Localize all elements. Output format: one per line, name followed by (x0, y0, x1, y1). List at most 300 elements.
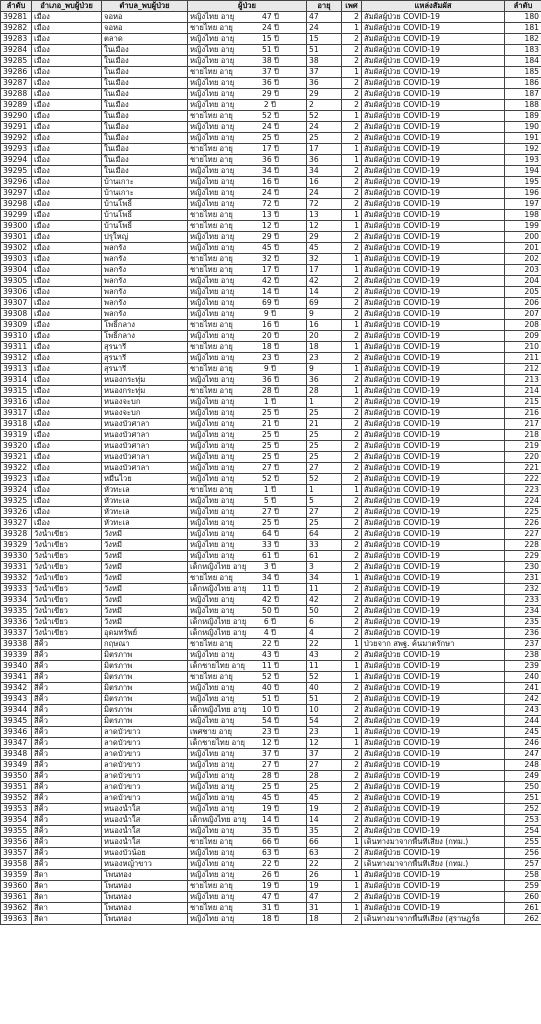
cell-contact[interactable]: สัมผัสผู้ป่วย COVID-19 (362, 342, 505, 353)
cell-age[interactable]: 23 (307, 727, 342, 738)
cell-contact[interactable]: สัมผัสผู้ป่วย COVID-19 (362, 826, 505, 837)
cell-amphoe[interactable]: สีคิ้ว (32, 694, 102, 705)
table-row[interactable] (1, 595, 541, 606)
table-row[interactable] (1, 364, 541, 375)
cell-id[interactable]: 39358 (1, 859, 32, 870)
cell-seq[interactable]: 245 (505, 727, 541, 738)
cell-tambon[interactable]: ลาดบัวขาว (102, 760, 188, 771)
cell-age[interactable]: 14 (307, 815, 342, 826)
cell-contact[interactable]: สัมผัสผู้ป่วย COVID-19 (362, 386, 505, 397)
cell-seq[interactable]: 183 (505, 45, 541, 56)
cell-seq[interactable]: 195 (505, 177, 541, 188)
cell-sex[interactable]: 2 (342, 782, 362, 793)
cell-contact[interactable]: สัมผัสผู้ป่วย COVID-19 (362, 848, 505, 859)
table-row[interactable] (1, 111, 541, 122)
cell-amphoe[interactable]: เมือง (32, 287, 102, 298)
cell-patient[interactable] (188, 606, 307, 617)
cell-patient[interactable] (188, 243, 307, 254)
table-row[interactable] (1, 122, 541, 133)
cell-contact[interactable]: สัมผัสผู้ป่วย COVID-19 (362, 155, 505, 166)
cell-amphoe[interactable]: สีคิ้ว (32, 672, 102, 683)
cell-age[interactable]: 33 (307, 540, 342, 551)
table-row[interactable] (1, 45, 541, 56)
table-row[interactable] (1, 650, 541, 661)
table-row[interactable] (1, 683, 541, 694)
cell-id[interactable]: 39287 (1, 78, 32, 89)
table-row[interactable] (1, 100, 541, 111)
table-row[interactable] (1, 870, 541, 881)
table-row[interactable] (1, 573, 541, 584)
cell-id[interactable]: 39282 (1, 23, 32, 34)
cell-sex[interactable]: 2 (342, 683, 362, 694)
table-row[interactable] (1, 540, 541, 551)
cell-sex[interactable]: 1 (342, 254, 362, 265)
cell-id[interactable]: 39283 (1, 34, 32, 45)
cell-id[interactable]: 39349 (1, 760, 32, 771)
cell-patient[interactable] (188, 848, 307, 859)
cell-tambon[interactable]: พลกรัง (102, 265, 188, 276)
cell-sex[interactable]: 2 (342, 771, 362, 782)
cell-age[interactable]: 36 (307, 375, 342, 386)
cell-id[interactable]: 39321 (1, 452, 32, 463)
cell-sex[interactable]: 1 (342, 265, 362, 276)
cell-seq[interactable]: 261 (505, 903, 541, 914)
table-row[interactable] (1, 397, 541, 408)
cell-tambon[interactable]: หมื่นไวย (102, 474, 188, 485)
cell-tambon[interactable]: ลาดบัวขาว (102, 782, 188, 793)
table-row[interactable] (1, 210, 541, 221)
cell-patient[interactable] (188, 34, 307, 45)
table-row[interactable] (1, 529, 541, 540)
cell-id[interactable]: 39359 (1, 870, 32, 881)
cell-contact[interactable]: สัมผัสผู้ป่วย COVID-19 (362, 100, 505, 111)
cell-age[interactable]: 32 (307, 254, 342, 265)
cell-id[interactable]: 39305 (1, 276, 32, 287)
cell-sex[interactable]: 2 (342, 507, 362, 518)
cell-amphoe[interactable]: เมือง (32, 177, 102, 188)
cell-tambon[interactable]: หนองน้ำใส (102, 837, 188, 848)
cell-patient[interactable] (188, 639, 307, 650)
cell-contact[interactable]: สัมผัสผู้ป่วย COVID-19 (362, 573, 505, 584)
cell-id[interactable]: 39326 (1, 507, 32, 518)
cell-contact[interactable]: สัมผัสผู้ป่วย COVID-19 (362, 672, 505, 683)
cell-sex[interactable]: 2 (342, 859, 362, 870)
cell-tambon[interactable]: พลกรัง (102, 276, 188, 287)
cell-contact[interactable]: สัมผัสผู้ป่วย COVID-19 (362, 903, 505, 914)
cell-id[interactable]: 39346 (1, 727, 32, 738)
cell-sex[interactable]: 2 (342, 133, 362, 144)
cell-tambon[interactable]: ในเมือง (102, 45, 188, 56)
cell-patient[interactable] (188, 474, 307, 485)
cell-id[interactable]: 39297 (1, 188, 32, 199)
cell-contact[interactable]: สัมผัสผู้ป่วย COVID-19 (362, 309, 505, 320)
cell-tambon[interactable]: หนองน้ำใส (102, 804, 188, 815)
table-row[interactable] (1, 628, 541, 639)
cell-id[interactable]: 39314 (1, 375, 32, 386)
cell-contact[interactable]: สัมผัสผู้ป่วย COVID-19 (362, 595, 505, 606)
cell-seq[interactable]: 242 (505, 694, 541, 705)
cell-amphoe[interactable]: เมือง (32, 199, 102, 210)
cell-id[interactable]: 39331 (1, 562, 32, 573)
cell-seq[interactable]: 200 (505, 232, 541, 243)
cell-patient[interactable] (188, 496, 307, 507)
cell-age[interactable]: 19 (307, 804, 342, 815)
cell-seq[interactable]: 232 (505, 584, 541, 595)
cell-id[interactable]: 39334 (1, 595, 32, 606)
cell-contact[interactable]: สัมผัสผู้ป่วย COVID-19 (362, 210, 505, 221)
cell-contact[interactable]: สัมผัสผู้ป่วย COVID-19 (362, 694, 505, 705)
cell-seq[interactable]: 235 (505, 617, 541, 628)
cell-contact[interactable]: สัมผัสผู้ป่วย COVID-19 (362, 89, 505, 100)
cell-sex[interactable]: 2 (342, 815, 362, 826)
cell-id[interactable]: 39303 (1, 254, 32, 265)
cell-sex[interactable]: 2 (342, 518, 362, 529)
cell-sex[interactable]: 2 (342, 375, 362, 386)
cell-patient[interactable] (188, 760, 307, 771)
cell-patient[interactable] (188, 56, 307, 67)
cell-id[interactable]: 39329 (1, 540, 32, 551)
cell-age[interactable]: 42 (307, 276, 342, 287)
cell-seq[interactable]: 191 (505, 133, 541, 144)
cell-id[interactable]: 39327 (1, 518, 32, 529)
cell-patient[interactable] (188, 133, 307, 144)
cell-sex[interactable]: 2 (342, 430, 362, 441)
cell-contact[interactable]: สัมผัสผู้ป่วย COVID-19 (362, 243, 505, 254)
cell-patient[interactable] (188, 298, 307, 309)
cell-id[interactable]: 39311 (1, 342, 32, 353)
cell-contact[interactable]: สัมผัสผู้ป่วย COVID-19 (362, 661, 505, 672)
cell-sex[interactable]: 1 (342, 903, 362, 914)
cell-sex[interactable]: 2 (342, 298, 362, 309)
cell-contact[interactable]: สัมผัสผู้ป่วย COVID-19 (362, 881, 505, 892)
cell-patient[interactable] (188, 78, 307, 89)
cell-tambon[interactable]: ในเมือง (102, 144, 188, 155)
cell-tambon[interactable]: ในเมือง (102, 122, 188, 133)
cell-sex[interactable]: 2 (342, 441, 362, 452)
cell-seq[interactable]: 212 (505, 364, 541, 375)
cell-patient[interactable] (188, 738, 307, 749)
cell-age[interactable]: 36 (307, 78, 342, 89)
cell-age[interactable]: 47 (307, 892, 342, 903)
cell-patient[interactable] (188, 111, 307, 122)
cell-seq[interactable]: 181 (505, 23, 541, 34)
cell-tambon[interactable]: หนองกระทุ่ม (102, 375, 188, 386)
cell-seq[interactable]: 180 (505, 12, 541, 23)
cell-seq[interactable]: 250 (505, 782, 541, 793)
cell-amphoe[interactable]: เมือง (32, 56, 102, 67)
cell-contact[interactable]: สัมผัสผู้ป่วย COVID-19 (362, 529, 505, 540)
cell-sex[interactable]: 2 (342, 34, 362, 45)
table-row[interactable] (1, 672, 541, 683)
cell-seq[interactable]: 194 (505, 166, 541, 177)
cell-age[interactable]: 11 (307, 584, 342, 595)
cell-id[interactable]: 39302 (1, 243, 32, 254)
cell-seq[interactable]: 233 (505, 595, 541, 606)
cell-seq[interactable]: 190 (505, 122, 541, 133)
cell-age[interactable]: 31 (307, 903, 342, 914)
cell-contact[interactable]: สัมผัสผู้ป่วย COVID-19 (362, 793, 505, 804)
cell-seq[interactable]: 197 (505, 199, 541, 210)
table-row[interactable] (1, 518, 541, 529)
cell-sex[interactable]: 2 (342, 617, 362, 628)
cell-age[interactable]: 11 (307, 661, 342, 672)
cell-contact[interactable]: สัมผัสผู้ป่วย COVID-19 (362, 606, 505, 617)
cell-seq[interactable]: 217 (505, 419, 541, 430)
cell-tambon[interactable]: โพนทอง (102, 892, 188, 903)
cell-contact[interactable]: สัมผัสผู้ป่วย COVID-19 (362, 562, 505, 573)
table-row[interactable] (1, 903, 541, 914)
table-row[interactable] (1, 639, 541, 650)
cell-id[interactable]: 39347 (1, 738, 32, 749)
cell-sex[interactable]: 2 (342, 287, 362, 298)
cell-age[interactable]: 12 (307, 738, 342, 749)
cell-age[interactable]: 64 (307, 529, 342, 540)
table-row[interactable] (1, 617, 541, 628)
table-row[interactable] (1, 166, 541, 177)
cell-seq[interactable]: 209 (505, 331, 541, 342)
cell-id[interactable]: 39309 (1, 320, 32, 331)
cell-sex[interactable]: 2 (342, 452, 362, 463)
cell-tambon[interactable]: อุดมทรัพย์ (102, 628, 188, 639)
table-row[interactable] (1, 859, 541, 870)
cell-seq[interactable]: 246 (505, 738, 541, 749)
cell-contact[interactable]: สัมผัสผู้ป่วย COVID-19 (362, 782, 505, 793)
cell-age[interactable]: 37 (307, 67, 342, 78)
cell-amphoe[interactable]: เมือง (32, 265, 102, 276)
cell-amphoe[interactable]: เมือง (32, 507, 102, 518)
cell-tambon[interactable]: สุรนารี (102, 353, 188, 364)
table-row[interactable] (1, 419, 541, 430)
cell-sex[interactable]: 2 (342, 56, 362, 67)
cell-sex[interactable]: 1 (342, 144, 362, 155)
cell-sex[interactable]: 2 (342, 122, 362, 133)
cell-sex[interactable]: 2 (342, 89, 362, 100)
cell-amphoe[interactable]: เมือง (32, 364, 102, 375)
cell-age[interactable]: 29 (307, 232, 342, 243)
cell-amphoe[interactable]: สีคิ้ว (32, 716, 102, 727)
cell-contact[interactable]: สัมผัสผู้ป่วย COVID-19 (362, 518, 505, 529)
cell-patient[interactable] (188, 386, 307, 397)
cell-sex[interactable]: 2 (342, 716, 362, 727)
cell-patient[interactable] (188, 342, 307, 353)
cell-id[interactable]: 39292 (1, 133, 32, 144)
cell-contact[interactable]: ป่วยจาก สพฐ. ค้นมาตรักษา (362, 639, 505, 650)
cell-age[interactable]: 45 (307, 243, 342, 254)
cell-seq[interactable]: 222 (505, 474, 541, 485)
cell-age[interactable]: 12 (307, 221, 342, 232)
cell-tambon[interactable]: หัวทะเล (102, 518, 188, 529)
cell-patient[interactable] (188, 364, 307, 375)
cell-contact[interactable]: สัมผัสผู้ป่วย COVID-19 (362, 331, 505, 342)
cell-sex[interactable]: 2 (342, 848, 362, 859)
cell-patient[interactable] (188, 276, 307, 287)
table-row[interactable] (1, 452, 541, 463)
cell-contact[interactable]: สัมผัสผู้ป่วย COVID-19 (362, 122, 505, 133)
cell-tambon[interactable]: โพนทอง (102, 903, 188, 914)
cell-patient[interactable] (188, 782, 307, 793)
cell-patient[interactable] (188, 892, 307, 903)
cell-seq[interactable]: 228 (505, 540, 541, 551)
cell-patient[interactable] (188, 804, 307, 815)
cell-age[interactable]: 45 (307, 793, 342, 804)
cell-amphoe[interactable]: เมือง (32, 144, 102, 155)
cell-seq[interactable]: 251 (505, 793, 541, 804)
cell-id[interactable]: 39352 (1, 793, 32, 804)
cell-contact[interactable]: สัมผัสผู้ป่วย COVID-19 (362, 463, 505, 474)
cell-seq[interactable]: 241 (505, 683, 541, 694)
cell-seq[interactable]: 225 (505, 507, 541, 518)
cell-patient[interactable] (188, 463, 307, 474)
cell-id[interactable]: 39306 (1, 287, 32, 298)
cell-contact[interactable]: สัมผัสผู้ป่วย COVID-19 (362, 892, 505, 903)
cell-tambon[interactable]: บ้านเกาะ (102, 188, 188, 199)
cell-amphoe[interactable]: วังน้ำเขียว (32, 573, 102, 584)
cell-id[interactable]: 39318 (1, 419, 32, 430)
cell-patient[interactable] (188, 67, 307, 78)
cell-tambon[interactable]: ลาดบัวขาว (102, 738, 188, 749)
cell-seq[interactable]: 238 (505, 650, 541, 661)
cell-sex[interactable]: 2 (342, 397, 362, 408)
cell-contact[interactable]: สัมผัสผู้ป่วย COVID-19 (362, 78, 505, 89)
cell-id[interactable]: 39354 (1, 815, 32, 826)
cell-seq[interactable]: 248 (505, 760, 541, 771)
cell-seq[interactable]: 257 (505, 859, 541, 870)
cell-seq[interactable]: 253 (505, 815, 541, 826)
cell-seq[interactable]: 227 (505, 529, 541, 540)
cell-patient[interactable] (188, 793, 307, 804)
table-row[interactable] (1, 551, 541, 562)
cell-amphoe[interactable]: เมือง (32, 441, 102, 452)
cell-patient[interactable] (188, 199, 307, 210)
cell-seq[interactable]: 185 (505, 67, 541, 78)
table-row[interactable] (1, 177, 541, 188)
cell-amphoe[interactable]: เมือง (32, 276, 102, 287)
cell-age[interactable]: 34 (307, 166, 342, 177)
cell-id[interactable]: 39336 (1, 617, 32, 628)
cell-amphoe[interactable]: สีดา (32, 903, 102, 914)
cell-tambon[interactable]: วังหมี (102, 617, 188, 628)
cell-patient[interactable] (188, 617, 307, 628)
cell-amphoe[interactable]: สีคิ้ว (32, 661, 102, 672)
cell-sex[interactable]: 2 (342, 694, 362, 705)
table-row[interactable] (1, 661, 541, 672)
cell-amphoe[interactable]: เมือง (32, 331, 102, 342)
cell-contact[interactable]: สัมผัสผู้ป่วย COVID-19 (362, 397, 505, 408)
cell-seq[interactable]: 203 (505, 265, 541, 276)
cell-id[interactable]: 39294 (1, 155, 32, 166)
cell-sex[interactable]: 2 (342, 474, 362, 485)
cell-sex[interactable]: 1 (342, 386, 362, 397)
table-row[interactable] (1, 848, 541, 859)
cell-tambon[interactable]: วังหมี (102, 573, 188, 584)
cell-age[interactable]: 20 (307, 331, 342, 342)
cell-age[interactable]: 52 (307, 672, 342, 683)
cell-amphoe[interactable]: เมือง (32, 474, 102, 485)
cell-seq[interactable]: 189 (505, 111, 541, 122)
cell-tambon[interactable]: บ้านโพธิ์ (102, 221, 188, 232)
table-row[interactable] (1, 584, 541, 595)
table-row[interactable] (1, 485, 541, 496)
cell-sex[interactable]: 1 (342, 837, 362, 848)
cell-patient[interactable] (188, 265, 307, 276)
table-row[interactable] (1, 430, 541, 441)
table-row[interactable] (1, 386, 541, 397)
cell-seq[interactable]: 184 (505, 56, 541, 67)
cell-age[interactable]: 27 (307, 463, 342, 474)
cell-tambon[interactable]: หัวทะเล (102, 507, 188, 518)
table-row[interactable] (1, 353, 541, 364)
cell-tambon[interactable]: วังหมี (102, 584, 188, 595)
cell-id[interactable]: 39333 (1, 584, 32, 595)
cell-seq[interactable]: 256 (505, 848, 541, 859)
cell-contact[interactable]: สัมผัสผู้ป่วย COVID-19 (362, 276, 505, 287)
cell-amphoe[interactable]: วังน้ำเขียว (32, 595, 102, 606)
cell-age[interactable]: 40 (307, 683, 342, 694)
table-row[interactable] (1, 287, 541, 298)
cell-patient[interactable] (188, 353, 307, 364)
table-row[interactable] (1, 760, 541, 771)
cell-sex[interactable]: 2 (342, 166, 362, 177)
table-row[interactable] (1, 199, 541, 210)
cell-amphoe[interactable]: สีคิ้ว (32, 727, 102, 738)
cell-sex[interactable]: 2 (342, 529, 362, 540)
cell-seq[interactable]: 198 (505, 210, 541, 221)
cell-seq[interactable]: 262 (505, 914, 541, 925)
cell-sex[interactable]: 1 (342, 485, 362, 496)
cell-seq[interactable]: 199 (505, 221, 541, 232)
cell-tambon[interactable]: หนองน้ำใส (102, 826, 188, 837)
cell-age[interactable]: 14 (307, 287, 342, 298)
cell-sex[interactable]: 2 (342, 606, 362, 617)
cell-tambon[interactable]: โพธิ์กลาง (102, 331, 188, 342)
cell-id[interactable]: 39353 (1, 804, 32, 815)
cell-id[interactable]: 39363 (1, 914, 32, 925)
cell-age[interactable]: 52 (307, 474, 342, 485)
cell-amphoe[interactable]: เมือง (32, 155, 102, 166)
cell-seq[interactable]: 230 (505, 562, 541, 573)
cell-amphoe[interactable]: เมือง (32, 23, 102, 34)
cell-age[interactable]: 25 (307, 452, 342, 463)
cell-tambon[interactable]: หนองบัวศาลา (102, 441, 188, 452)
cell-contact[interactable]: สัมผัสผู้ป่วย COVID-19 (362, 496, 505, 507)
cell-amphoe[interactable]: สีดา (32, 870, 102, 881)
table-row[interactable] (1, 12, 541, 23)
cell-age[interactable]: 51 (307, 694, 342, 705)
cell-age[interactable]: 17 (307, 265, 342, 276)
cell-patient[interactable] (188, 573, 307, 584)
table-row[interactable] (1, 276, 541, 287)
cell-seq[interactable]: 234 (505, 606, 541, 617)
cell-seq[interactable]: 188 (505, 100, 541, 111)
cell-amphoe[interactable]: เมือง (32, 309, 102, 320)
table-row[interactable] (1, 837, 541, 848)
cell-age[interactable]: 63 (307, 848, 342, 859)
cell-age[interactable]: 69 (307, 298, 342, 309)
cell-seq[interactable]: 186 (505, 78, 541, 89)
cell-patient[interactable] (188, 540, 307, 551)
cell-contact[interactable]: สัมผัสผู้ป่วย COVID-19 (362, 507, 505, 518)
cell-amphoe[interactable]: สีคิ้ว (32, 815, 102, 826)
cell-sex[interactable]: 2 (342, 243, 362, 254)
cell-tambon[interactable]: ลาดบัวขาว (102, 727, 188, 738)
cell-id[interactable]: 39284 (1, 45, 32, 56)
cell-id[interactable]: 39324 (1, 485, 32, 496)
cell-patient[interactable] (188, 903, 307, 914)
cell-age[interactable]: 61 (307, 551, 342, 562)
cell-tambon[interactable]: ในเมือง (102, 100, 188, 111)
cell-id[interactable]: 39300 (1, 221, 32, 232)
table-row[interactable] (1, 771, 541, 782)
